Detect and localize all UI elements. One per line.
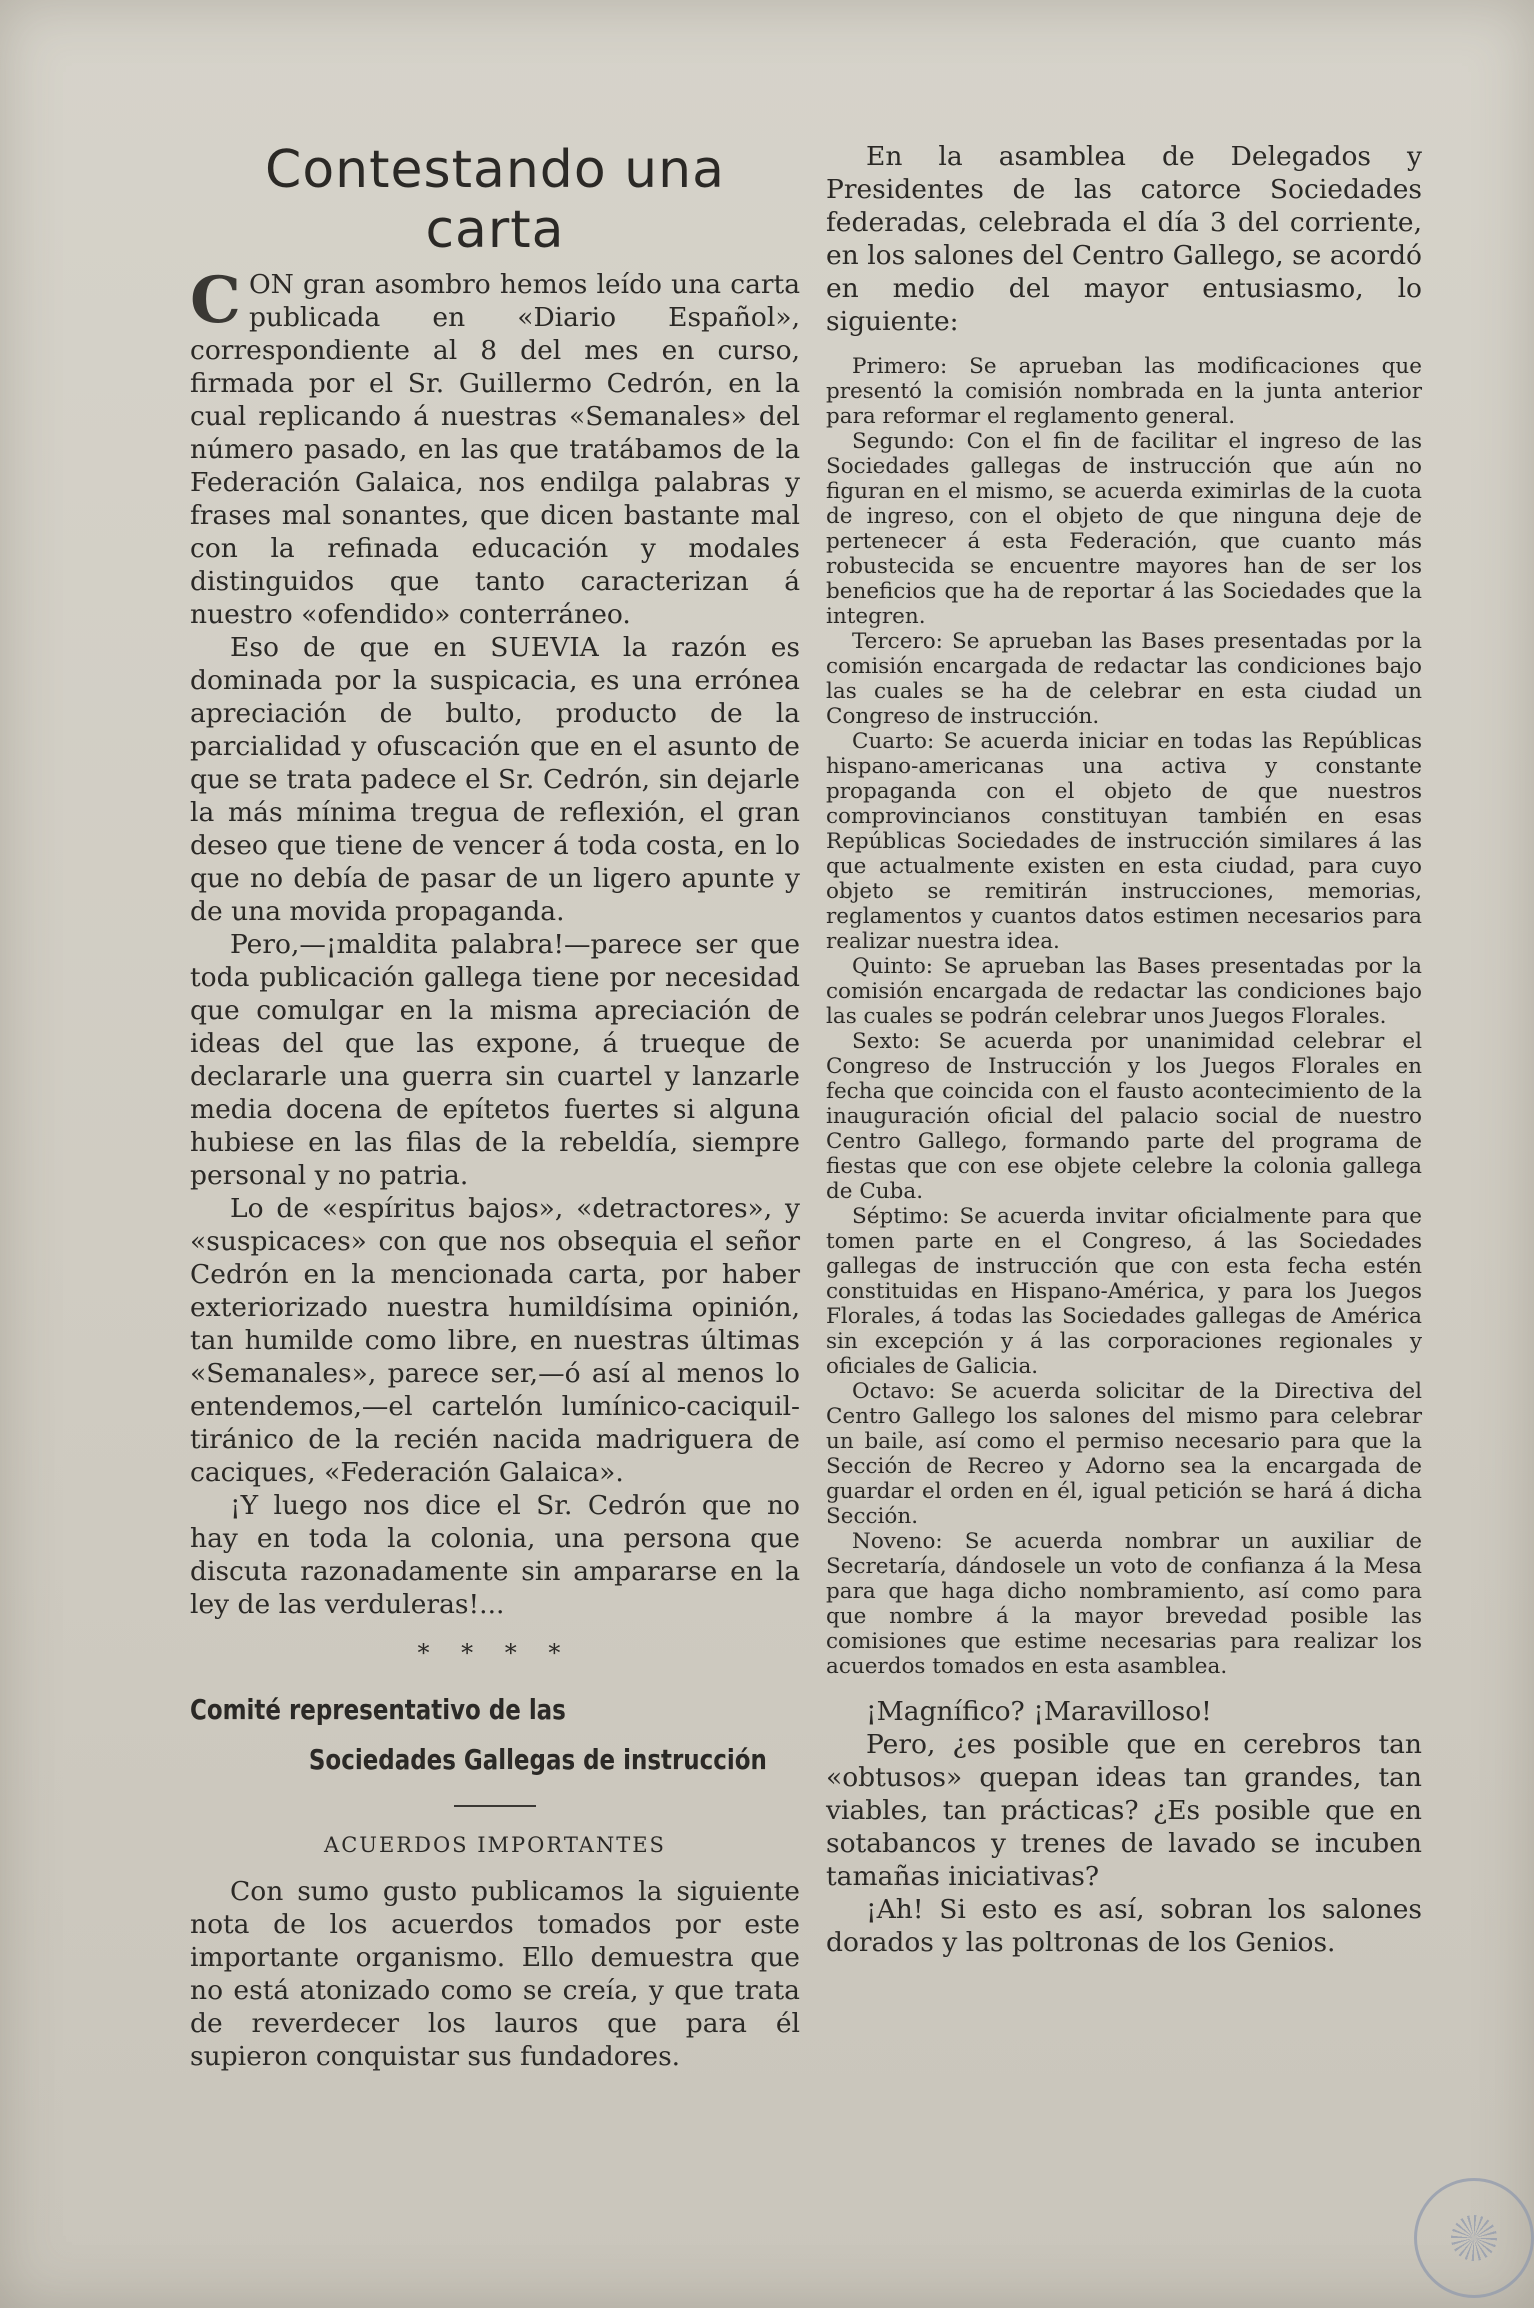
- left-column: [190, 140, 800, 2073]
- paragraph-text: ON gran asombro hemos leído una carta publicada en «Diario Español», correspondiente al 8 del mes en curso, firmada por el Sr. Guillermo Cedrón, en la cual replicando á nuestras «Semanales» del número pasado, en las que tratábamos de la Federación Galaica, nos endilga palabras y frases mal sonantes, que dicen bastante mal con la refinada educación y modales distinguidos que tanto caracterizan á nuestro «ofendido» conterráneo.: [190, 269, 800, 630]
- agreement-item: Quinto: Se aprueban las Bases presentadas por la comisión encargada de redactar las condiciones bajo las cuales se podrán celebrar unos Juegos Florales.: [826, 954, 1422, 1029]
- paragraph: ¡Ah! Si esto es así, sobran los salones dorados y las poltronas de los Genios.: [826, 1894, 1422, 1958]
- closing-remarks: [826, 1695, 1422, 1959]
- right-column: [826, 140, 1422, 1959]
- section-heading-line-1: Comité representativo de las: [190, 1693, 566, 1726]
- subsection-heading: ACUERDOS IMPORTANTES: [324, 1833, 666, 1857]
- paragraph: ¡Y luego nos dice el Sr. Cedrón que no hay en toda la colonia, una persona que discuta razonadamente sin ampararse en la ley de las verduleras!...: [190, 1490, 800, 1620]
- agreements-list: [826, 354, 1422, 1679]
- paragraph: En la asamblea de Delegados y Presidentes de las catorce Sociedades federadas, celebrada el día 3 del corriente, en los salones del Centro Gallego, se acordó en medio del mayor entusiasmo, lo siguiente:: [826, 141, 1422, 337]
- section-heading-line-2: Sociedades Gallegas de instrucción: [308, 1743, 767, 1776]
- agreement-item: Séptimo: Se acuerda invitar oficialmente para que tomen parte en el Congreso, á las Sociedades gallegas de instrucción que con esta fecha estén constituidas en Hispano-América, y para los Juegos Florales, á todas las Sociedades gallegas de América sin excepción y á las corporaciones regionales y oficiales de Galicia.: [826, 1204, 1422, 1379]
- agreement-item: Noveno: Se acuerda nombrar un auxiliar de Secretaría, dándosele un voto de confianza á la Mesa para que haga dicho nombramiento, así como para que nombre á la mayor brevedad posible las comisiones que estime necesarias para realizar los acuerdos tomados en esta asamblea.: [826, 1529, 1422, 1679]
- divider: [454, 1805, 536, 1807]
- paragraph: Pero, ¿es posible que en cerebros tan «obtusos» quepan ideas tan grandes, tan viables, tan prácticas? ¿Es posible que en sotabancos y trenes de lavado se incuben tamañas iniciativas?: [826, 1729, 1422, 1892]
- spacer: [826, 1679, 1422, 1695]
- article-title: Contestando una carta: [265, 140, 725, 260]
- paragraph: ¡Magnífico? ¡Maravilloso!: [866, 1696, 1212, 1727]
- agreement-item: Tercero: Se aprueban las Bases presentadas por la comisión encargada de redactar las condiciones bajo las cuales se ha de celebrar en esta ciudad un Congreso de instrucción.: [826, 629, 1422, 729]
- agreement-item: Cuarto: Se acuerda iniciar en todas las Repúblicas hispano-americanas una activa y constante propaganda con el objeto de que nuestros comprovincianos constituyan también en esas Repúblicas Sociedades de instrucción similares á las que actualmente existen en esta ciudad, para cuyo objeto se remitirán instrucciones, memorias, reglamentos y cuantos datos estimen necesarios para realizar nuestra idea.: [826, 729, 1422, 954]
- paragraph: [190, 263, 800, 631]
- article-body: [190, 263, 800, 1621]
- library-seal-icon: [1414, 2178, 1534, 2298]
- drop-cap: C: [190, 263, 241, 338]
- agreement-item: Octavo: Se acuerda solicitar de la Directiva del Centro Gallego los salones del mismo para celebrar un baile, así como el permiso necesario para que la Sección de Recreo y Adorno sea la encargada de guardar el orden en él, igual petición se hará á dicha Sección.: [826, 1379, 1422, 1529]
- agreement-item: Sexto: Se acuerda por unanimidad celebrar el Congreso de Instrucción y los Juegos Florales en fecha que coincida con el fausto acontecimiento de la inauguración oficial del palacio social de nuestro Centro Gallego, formando parte del programa de fiestas que con ese objete celebre la colonia gallega de Cuba.: [826, 1029, 1422, 1204]
- spacer: [826, 338, 1422, 354]
- paragraph: Lo de «espíritus bajos», «detractores», y «suspicaces» con que nos obsequia el señor Cedrón en la mencionada carta, por haber exteriorizado nuestra humildísima opinión, tan humilde como libre, en nuestras últimas «Semanales», parece ser,—ó así al menos lo entendemos,—el cartelón lumínico-caciquil-tiránico de la recién nacida madriguera de caciques, «Federación Galaica».: [190, 1193, 800, 1488]
- assembly-intro: [826, 140, 1422, 338]
- section-intro: [190, 1875, 800, 2073]
- agreement-item: Segundo: Con el fin de facilitar el ingreso de las Sociedades gallegas de instrucción que aún no figuran en el mismo, se acuerda eximirlas de la cuota de ingreso, con el objeto de que ninguna deje de pertenecer á esta Federación, que cuanto más robustecida se encuentre mayores han de ser los beneficios que ha de reportar á las Sociedades que la integren.: [826, 429, 1422, 629]
- sun-emblem-icon: [1451, 2215, 1497, 2261]
- paragraph: Pero,—¡maldita palabra!—parece ser que toda publicación gallega tiene por necesidad que comulgar en la misma apreciación de ideas del que las expone, á trueque de declararle una guerra sin cuartel y lanzarle media docena de epítetos fuertes si alguna hubiese en las filas de la rebeldía, siempre personal y no patria.: [190, 929, 800, 1191]
- paragraph: Eso de que en SUEVIA la razón es dominada por la suspicacia, es una errónea apreciación de bulto, producto de la parcialidad y ofuscación que en el asunto de que se trata padece el Sr. Cedrón, sin dejarle la más mínima tregua de reflexión, el gran deseo que tiene de vencer á toda costa, en lo que no debía de pasar de un ligero apunte y de una movida propaganda.: [190, 632, 800, 927]
- agreement-item: Primero: Se aprueban las modificaciones que presentó la comisión nombrada en la junta anterior para reformar el reglamento general.: [826, 354, 1422, 429]
- paragraph: Con sumo gusto publicamos la siguiente nota de los acuerdos tomados por este importante organismo. Ello demuestra que no está atonizado como se creía, y que trata de reverdecer los lauros que para él supieron conquistar sus fundadores.: [190, 1876, 800, 2072]
- section-separator: * * * *: [417, 1639, 573, 1667]
